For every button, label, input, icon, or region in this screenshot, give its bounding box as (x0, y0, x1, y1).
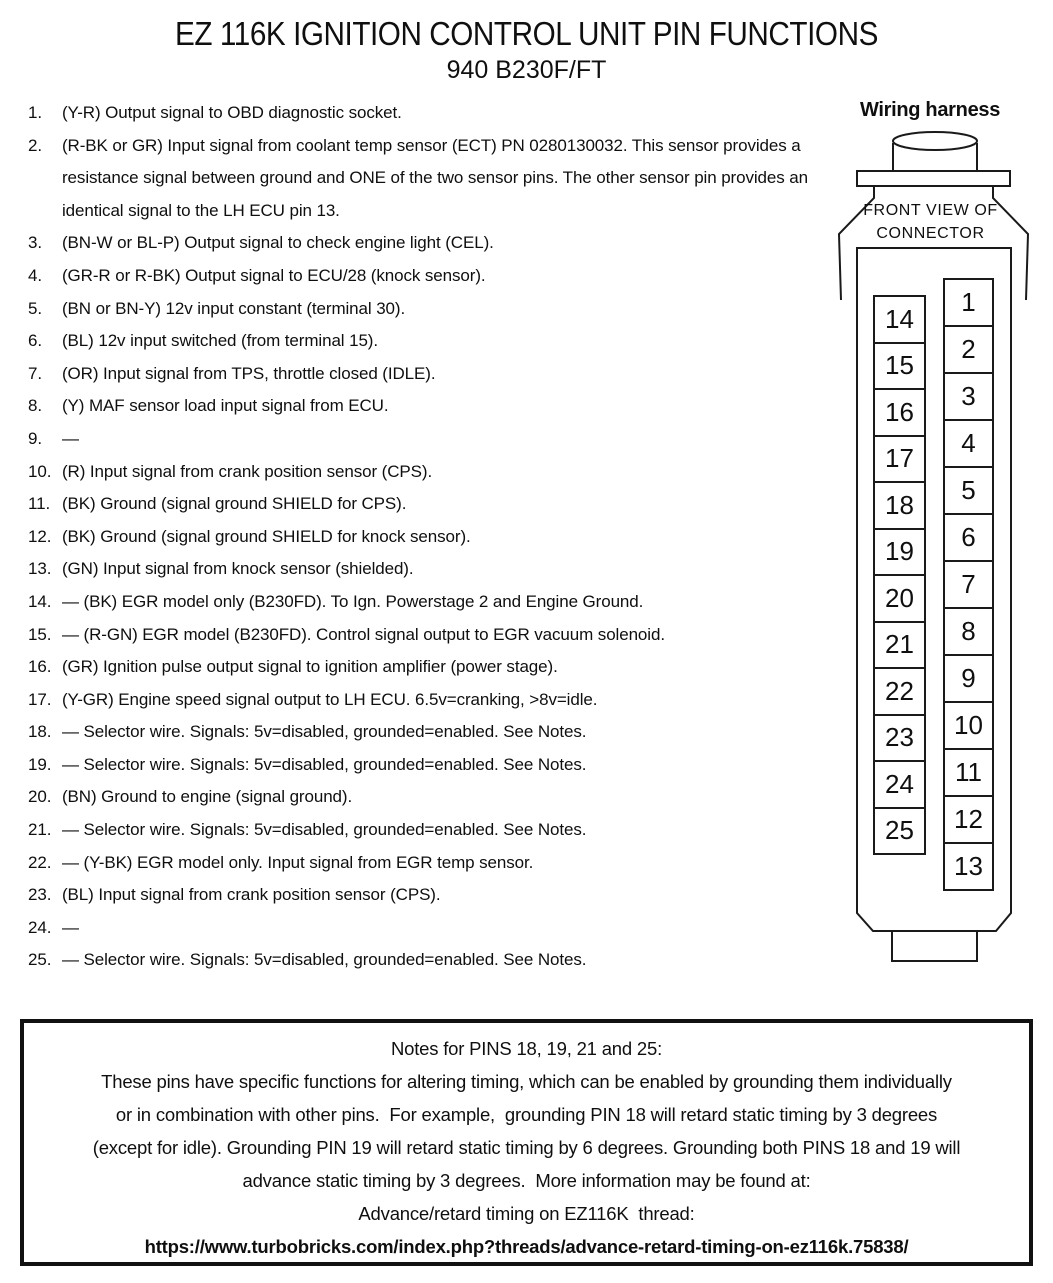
connector-pin: 11 (943, 748, 994, 797)
pin-description: (R) Input signal from crank position sensor (CPS). (62, 461, 433, 481)
pin-number: 23. (28, 885, 52, 905)
pin-item (28, 260, 840, 293)
connector-view-label (843, 199, 1018, 245)
harness-flange (857, 171, 1010, 186)
pin-item (28, 814, 840, 847)
connector-pin: 5 (943, 466, 994, 515)
pin-item (28, 130, 840, 228)
connector-pin: 23 (873, 714, 926, 763)
pin-number: 2. (28, 135, 42, 155)
page-title: EZ 116K IGNITION CONTROL UNIT PIN FUNCTIONS (175, 15, 878, 52)
pin-item (28, 879, 840, 912)
pin-description: (BL) 12v input switched (from terminal 15). (62, 331, 378, 351)
pin-description: — Selector wire. Signals: 5v=disabled, grounded=enabled. See Notes. (62, 820, 587, 840)
notes-line: These pins have specific functions for altering timing, which can be enabled by grounding them individually (101, 1071, 952, 1092)
connector-pin: 8 (943, 607, 994, 656)
pin-description: (Y) MAF sensor load input signal from ECU. (62, 396, 389, 416)
notes-line: or in combination with other pins. For example, grounding PIN 18 will retard static timing by 3 degrees (115, 1104, 938, 1125)
connector-pin: 25 (873, 807, 926, 856)
pin-description: (BL) Input signal from crank position sensor (CPS). (62, 885, 441, 905)
connector-pin: 16 (873, 388, 926, 437)
pin-description: — (Y-BK) EGR model only. Input signal from EGR temp sensor. (62, 852, 534, 872)
connector-pin: 6 (943, 513, 994, 562)
connector-pin: 3 (943, 372, 994, 421)
pin-item (28, 227, 840, 260)
pin-item (28, 944, 840, 977)
wiring-harness-heading: Wiring harness (859, 99, 1001, 121)
pin-item (28, 749, 840, 782)
pin-description: (GN) Input signal from knock sensor (shielded). (62, 559, 414, 579)
pin-number: 20. (28, 787, 52, 807)
page-subtitle: 940 B230F/FT (446, 56, 607, 84)
pin-description: — Selector wire. Signals: 5v=disabled, grounded=enabled. See Notes. (62, 950, 587, 970)
pin-number: 6. (28, 331, 42, 351)
pin-number: 17. (28, 689, 52, 709)
pin-number: 24. (28, 917, 52, 937)
pin-description: (R-BK or GR) Input signal from coolant temp sensor (ECT) PN 0280130032. This sensor provides a resistance signal between ground and ONE of the two sensor pins. The other sensor pin provides an identical signal to the LH ECU pin 13. (62, 135, 808, 220)
notes-line: (except for idle). Grounding PIN 19 will retard static timing by 6 degrees. Grounding both PINS 18 and 19 will (92, 1137, 961, 1158)
pin-number: 11. (28, 494, 51, 514)
pin-number: 21. (28, 820, 52, 840)
pin-number: 3. (28, 233, 42, 253)
pin-description: (BN) Ground to engine (signal ground). (62, 787, 353, 807)
pin-number: 25. (28, 950, 52, 970)
connector-view-label-line1: FRONT VIEW OF (863, 202, 998, 219)
pin-number: 18. (28, 722, 52, 742)
pin-number: 8. (28, 396, 42, 416)
pin-description: (GR) Ignition pulse output signal to ignition amplifier (power stage). (62, 657, 558, 677)
pin-number: 13. (28, 559, 52, 579)
pin-item (28, 358, 840, 391)
connector-pin: 12 (943, 795, 994, 844)
pin-item (28, 97, 840, 130)
pin-number: 19. (28, 754, 52, 774)
pin-number: 1. (28, 103, 42, 122)
pin-number: 7. (28, 363, 42, 383)
pin-item (28, 521, 840, 554)
harness-cylinder-top (893, 132, 977, 150)
connector-pin: 10 (943, 701, 994, 750)
pin-description: (BK) Ground (signal ground SHIELD for CPS). (62, 494, 407, 514)
connector-pin: 7 (943, 560, 994, 609)
pin-item (28, 325, 840, 358)
pin-item (28, 651, 840, 684)
connector-pin: 9 (943, 654, 994, 703)
pin-description: (GR-R or R-BK) Output signal to ECU/28 (knock sensor). (62, 265, 486, 285)
connector-pin: 4 (943, 419, 994, 468)
pin-item (28, 586, 840, 619)
pin-item (28, 456, 840, 489)
notes-thread-title: Advance/retard timing on EZ116K thread: (358, 1203, 695, 1224)
pin-item (28, 293, 840, 326)
connector-pin: 13 (943, 842, 994, 891)
pin-function-list (28, 97, 840, 977)
pin-description: (Y-GR) Engine speed signal output to LH ECU. 6.5v=cranking, >8v=idle. (62, 689, 598, 709)
notes-box (20, 1019, 1033, 1266)
pin-number: 22. (28, 852, 52, 872)
connector-view-label-line2: CONNECTOR (876, 225, 985, 242)
pin-item (28, 716, 840, 749)
connector-tab (892, 931, 977, 961)
pin-description: — (62, 917, 79, 937)
pin-description: — Selector wire. Signals: 5v=disabled, grounded=enabled. See Notes. (62, 722, 587, 742)
connector-pin: 15 (873, 342, 926, 391)
connector-pin: 1 (943, 278, 994, 327)
pin-number: 15. (28, 624, 52, 644)
connector-pin: 17 (873, 435, 926, 484)
pin-description: — (BK) EGR model only (B230FD). To Ign. Powerstage 2 and Engine Ground. (62, 591, 644, 611)
pin-item (28, 423, 840, 456)
connector-pin: 24 (873, 760, 926, 809)
pin-description: — (R-GN) EGR model (B230FD). Control signal output to EGR vacuum solenoid. (62, 624, 665, 644)
connector-pin: 14 (873, 295, 926, 344)
pin-number: 12. (28, 526, 52, 546)
connector-pin: 19 (873, 528, 926, 577)
connector-pin: 22 (873, 667, 926, 716)
pin-number: 14. (28, 591, 52, 611)
pin-number: 10. (28, 461, 52, 481)
pin-description: (BK) Ground (signal ground SHIELD for knock sensor). (62, 526, 471, 546)
pin-column-left (873, 295, 926, 855)
connector-pin: 2 (943, 325, 994, 374)
pin-item (28, 488, 840, 521)
pin-description: (BN-W or BL-P) Output signal to check engine light (CEL). (62, 233, 494, 253)
pin-item (28, 781, 840, 814)
connector-pin: 21 (873, 621, 926, 670)
pin-description: (OR) Input signal from TPS, throttle closed (IDLE). (62, 363, 436, 383)
pin-description: (Y-R) Output signal to OBD diagnostic socket. (62, 103, 402, 122)
pin-description: — Selector wire. Signals: 5v=disabled, grounded=enabled. See Notes. (62, 754, 587, 774)
pin-description: — (62, 428, 79, 448)
pin-number: 5. (28, 298, 42, 318)
pin-item (28, 847, 840, 880)
pin-column-right (943, 278, 994, 891)
pin-number: 16. (28, 657, 52, 677)
pin-item (28, 619, 840, 652)
pin-description: (BN or BN-Y) 12v input constant (terminal 30). (62, 298, 406, 318)
notes-line: advance static timing by 3 degrees. More information may be found at: (242, 1170, 811, 1191)
notes-title: Notes for PINS 18, 19, 21 and 25: (390, 1038, 663, 1059)
connector-pin: 18 (873, 481, 926, 530)
pin-item (28, 553, 840, 586)
pin-number: 9. (28, 428, 42, 448)
pin-item (28, 912, 840, 945)
connector-pin: 20 (873, 574, 926, 623)
pin-item (28, 684, 840, 717)
notes-url: https://www.turbobricks.com/index.php?threads/advance-retard-timing-on-ez116k.75838/ (144, 1236, 909, 1257)
pin-item (28, 390, 840, 423)
pin-number: 4. (28, 265, 42, 285)
